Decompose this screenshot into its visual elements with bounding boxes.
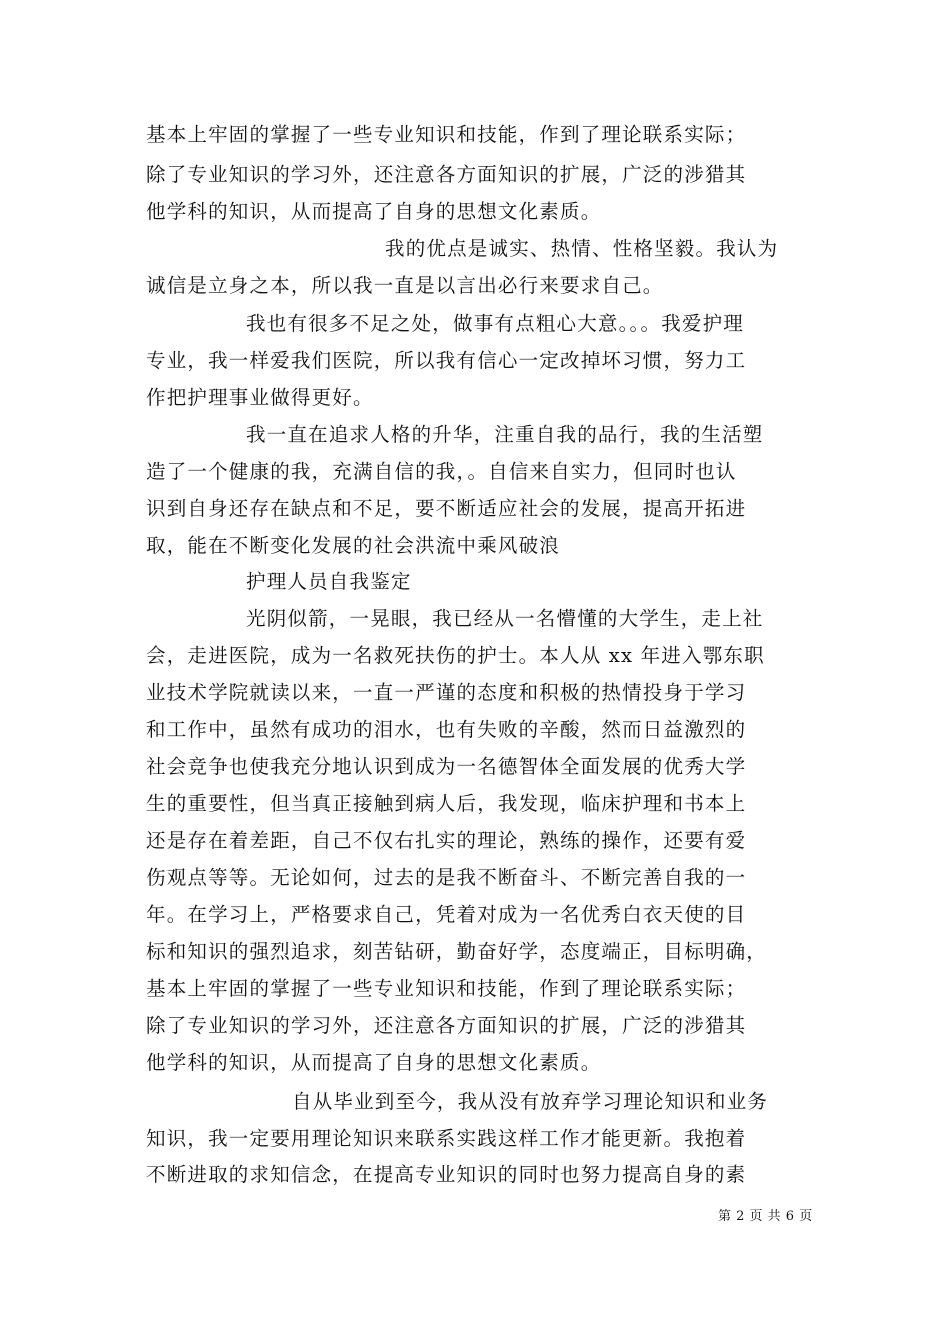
text-line: 还是存在着差距，自己不仅右扎实的理论，熟练的操作，还要有爱: [146, 829, 747, 852]
text-line: 诚信是立身之本，所以我一直是以言出必行来要求自己。: [146, 274, 664, 297]
text-line: 造了一个健康的我，充满自信的我，。自信来自实力，但同时也认: [146, 460, 737, 483]
text-line: 会，走进医院，成为一名救死扶伤的护士。本人从 xx 年进入鄂东职: [146, 644, 765, 667]
text-line: 基本上牢固的掌握了一些专业知识和技能，作到了理论联系实际；: [146, 977, 747, 1000]
text-line: 和工作中，虽然有成功的泪水，也有失败的辛酸，然而日益激烈的: [146, 718, 747, 741]
text-line: 识到自身还存在缺点和不足，要不断适应社会的发展，提高开拓进: [146, 497, 747, 520]
text-line: 不断进取的求知信念，在提高专业知识的同时也努力提高自身的素: [146, 1163, 747, 1186]
text-line: 年。在学习上，严格要求自己，凭着对成为一名优秀白衣天使的目: [146, 903, 747, 926]
text-line: 他学科的知识，从而提高了自身的思想文化素质。: [146, 200, 602, 223]
text-line: 除了专业知识的学习外，还注意各方面知识的扩展，广泛的涉猎其: [146, 163, 747, 186]
text-line: 我也有很多不足之处，做事有点粗心大意。。。我爱护理: [246, 312, 745, 335]
text-line: 取，能在不断变化发展的社会洪流中乘风破浪: [146, 534, 561, 557]
text-line: 光阴似箭，一晃眼，我已经从一名懵懂的大学生，走上社: [246, 607, 764, 630]
text-line: 除了专业知识的学习外，还注意各方面知识的扩展，广泛的涉猎其: [146, 1014, 747, 1037]
section-heading: 护理人员自我鉴定: [246, 570, 412, 593]
text-line: 作把护理事业做得更好。: [146, 386, 374, 409]
text-line: 自从毕业到至今，我从没有放弃学习理论知识和业务: [292, 1090, 769, 1113]
page-number-footer: 第 2 页 共 6 页: [718, 1209, 813, 1224]
text-line: 业技术学院就读以来，一直一严谨的态度和积极的热情投身于学习: [146, 681, 747, 704]
text-line: 我一直在追求人格的升华，注重自我的品行，我的生活塑: [246, 423, 764, 446]
text-line: 他学科的知识，从而提高了自身的思想文化素质。: [146, 1051, 602, 1074]
text-line: 专业，我一样爱我们医院，所以我有信心一定改掉坏习惯，努力工: [146, 349, 747, 372]
text-line: 我的优点是诚实、热情、性格坚毅。我认为: [385, 237, 779, 260]
text-line: 标和知识的强烈追求，刻苦钻研，勤奋好学，态度端正，目标明确，: [146, 940, 768, 963]
text-line: 生的重要性，但当真正接触到病人后，我发现，临床护理和书本上: [146, 792, 747, 815]
text-line: 基本上牢固的掌握了一些专业知识和技能，作到了理论联系实际；: [146, 123, 747, 146]
text-line: 社会竞争也使我充分地认识到成为一名德智体全面发展的优秀大学: [146, 755, 747, 778]
text-line: 伤观点等等。无论如何，过去的是我不断奋斗、不断完善自我的一: [146, 866, 747, 889]
text-line: 知识，我一定要用理论知识来联系实践这样工作才能更新。我抱着: [146, 1127, 747, 1150]
